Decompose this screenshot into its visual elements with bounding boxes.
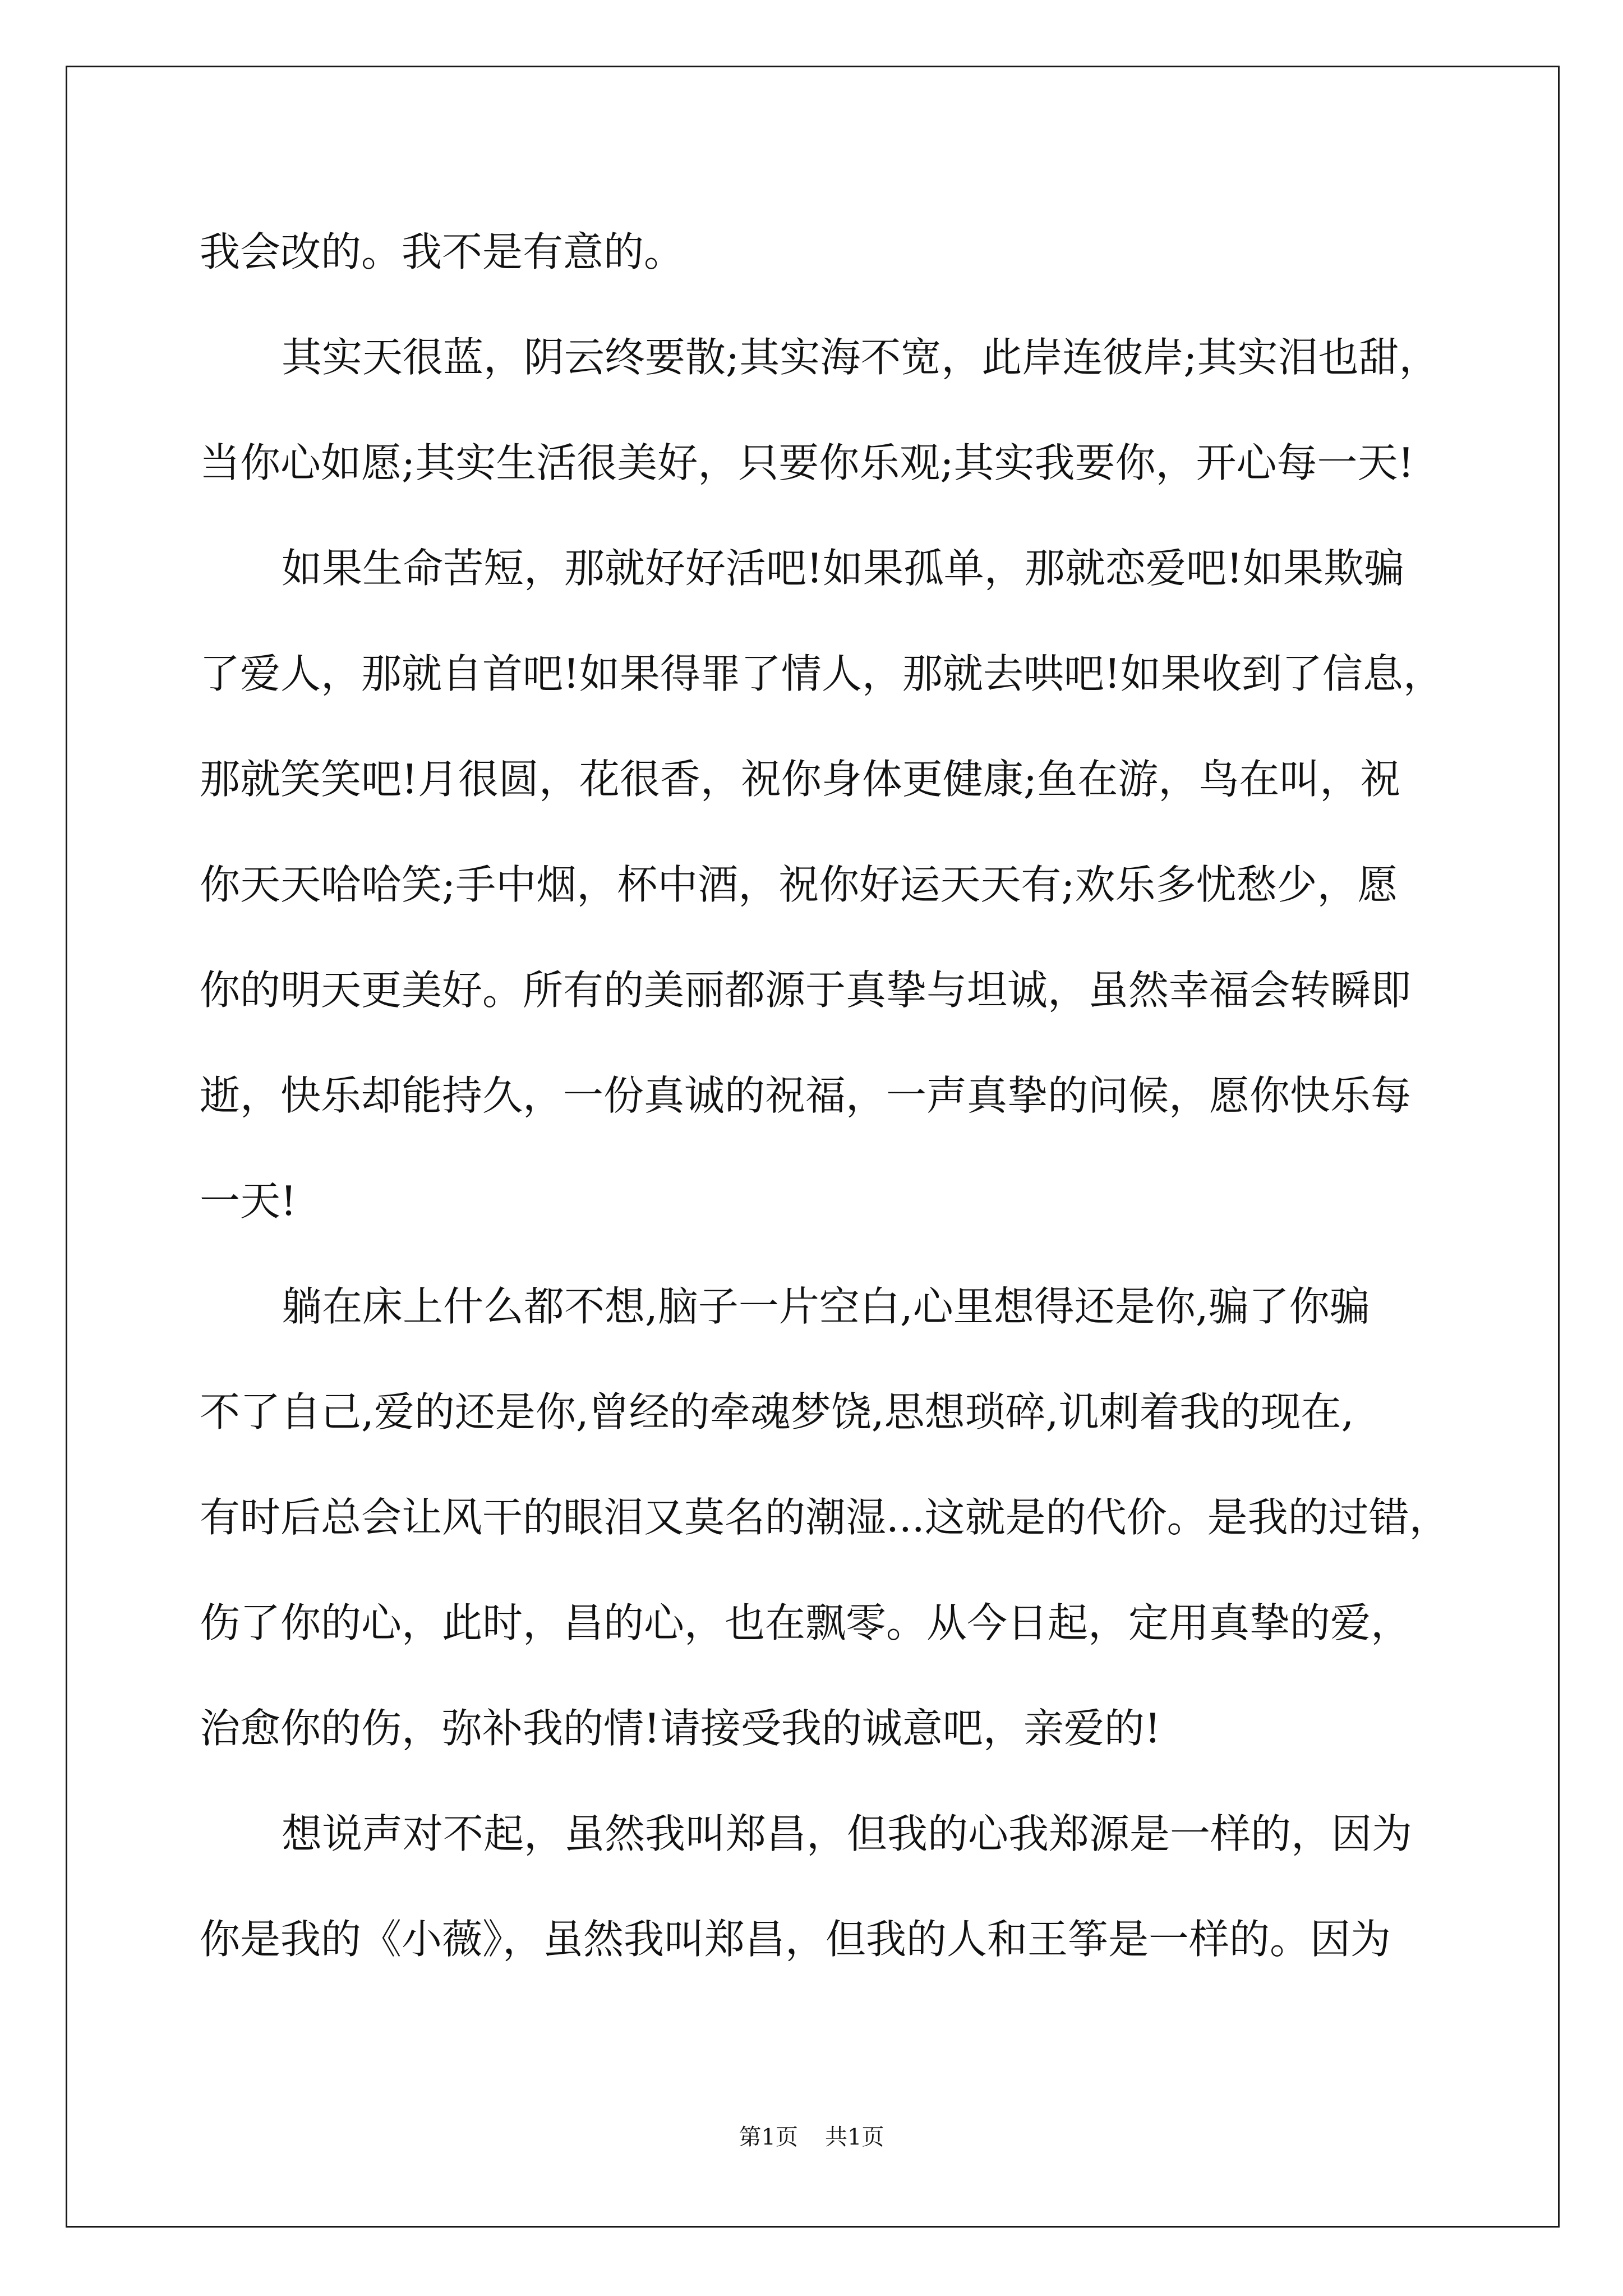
text-line-1: 我会改的。我不是有意的。: [200, 228, 685, 275]
page-total: 共1页: [825, 2124, 884, 2150]
text-line-8: 你的明天更美好。所有的美丽都源于真挚与坦诚，虽然幸福会转瞬即: [200, 967, 1412, 1014]
text-line-11: 躺在床上什么都不想,脑子一片空白,心里想得还是你,骗了你骗: [282, 1283, 1370, 1330]
text-line-16: 想说声对不起，虽然我叫郑昌，但我的心我郑源是一样的，因为: [282, 1810, 1413, 1857]
text-line-7: 你天天哈哈笑;手中烟，杯中酒，祝你好运天天有;欢乐多忧愁少，愿: [200, 861, 1398, 908]
text-line-15: 治愈你的伤，弥补我的情!请接受我的诚意吧，亲爱的!: [200, 1705, 1161, 1752]
page-number: 第1页: [739, 2124, 798, 2150]
text-line-2: 其实天很蓝，阴云终要散;其实海不宽，此岸连彼岸;其实泪也甜，: [282, 334, 1440, 381]
text-line-5: 了爱人，那就自首吧!如果得罪了情人，那就去哄吧!如果收到了信息，: [200, 650, 1444, 697]
text-line-17: 你是我的《小薇》，虽然我叫郑昌，但我的人和王筝是一样的。因为: [200, 1916, 1391, 1963]
text-line-12: 不了自己,爱的还是你,曾经的牵魂梦饶,思想琐碎,讥刺着我的现在,: [200, 1388, 1354, 1435]
page-footer: [0, 2119, 1623, 2151]
document-body: [200, 199, 1450, 1992]
text-line-13: 有时后总会让风干的眼泪又莫名的潮湿...这就是的代价。是我的过错，: [200, 1494, 1450, 1541]
text-line-9: 逝，快乐却能持久，一份真诚的祝福，一声真挚的问候，愿你快乐每: [200, 1072, 1412, 1119]
text-line-4: 如果生命苦短，那就好好活吧!如果孤单，那就恋爱吧!如果欺骗: [282, 545, 1404, 592]
text-line-10: 一天!: [200, 1177, 297, 1225]
text-line-3: 当你心如愿;其实生活很美好，只要你乐观;其实我要你，开心每一天!: [200, 439, 1414, 486]
text-line-14: 伤了你的心，此时，昌的心，也在飘零。从今日起，定用真挚的爱，: [200, 1599, 1412, 1646]
text-line-6: 那就笑笑吧!月很圆，花很香，祝你身体更健康;鱼在游，鸟在叫，祝: [200, 756, 1401, 803]
